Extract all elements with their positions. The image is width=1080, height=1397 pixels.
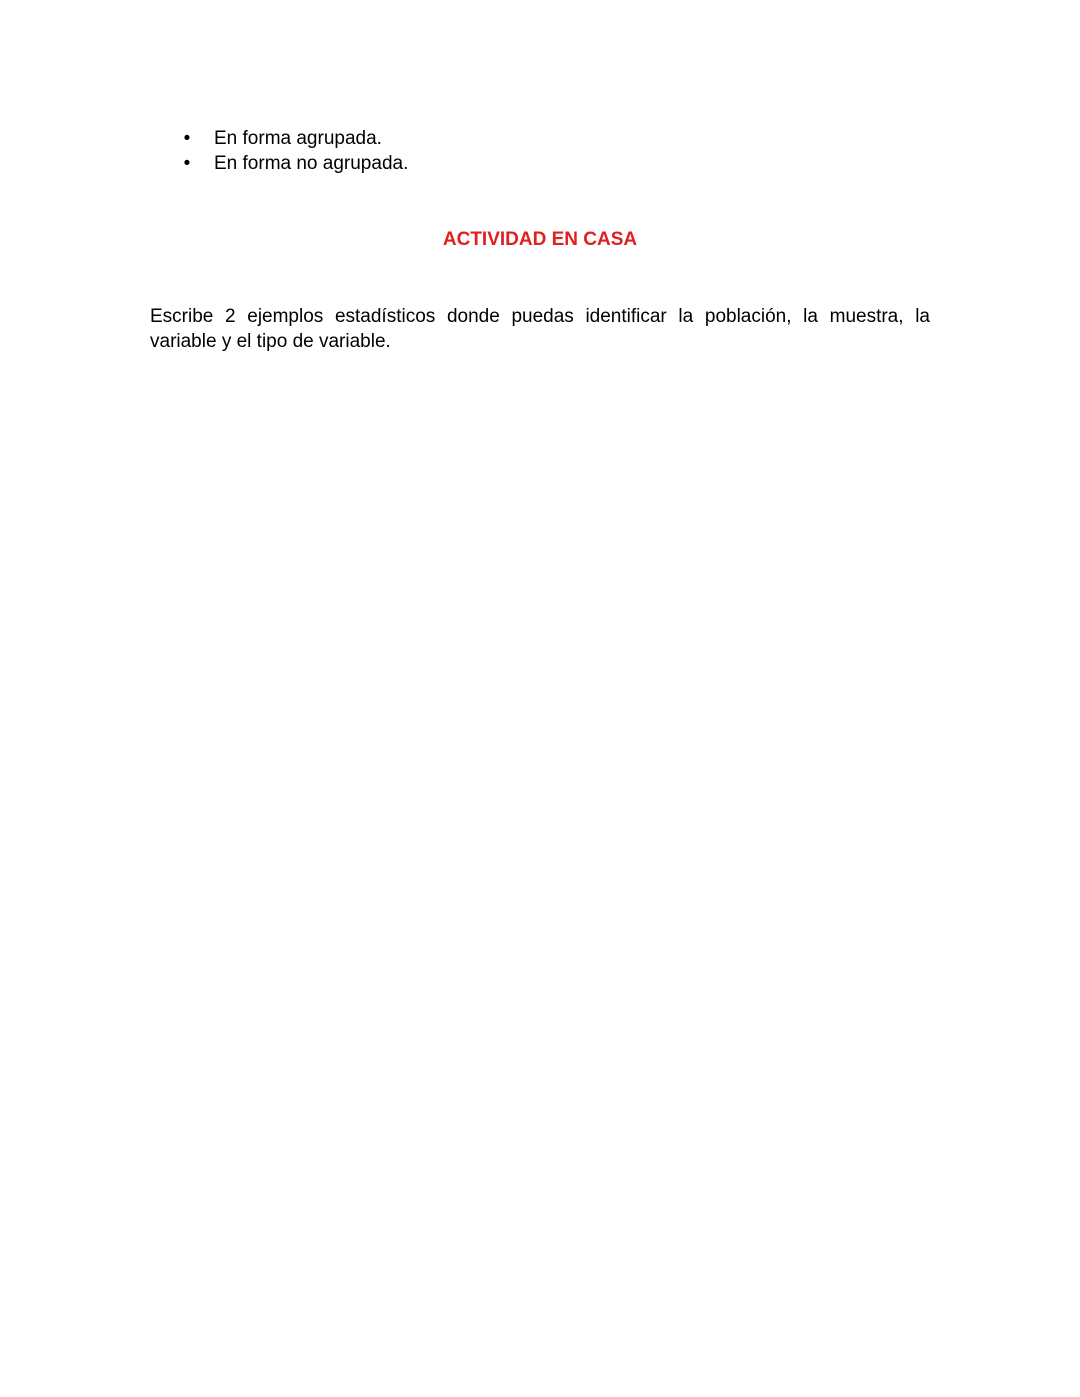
bullet-icon: •	[183, 153, 191, 174]
list-item-text: En forma no agrupada.	[214, 153, 409, 174]
list-item	[180, 126, 408, 151]
activity-heading: ACTIVIDAD EN CASA	[442, 229, 638, 250]
bullet-icon: •	[183, 128, 191, 149]
instruction-paragraph: Escribe 2 ejemplos estadísticos donde puedas identificar la población, la muestra, la variable y el tipo de variable.	[150, 306, 930, 352]
list-item	[180, 151, 408, 176]
bullet-list	[180, 126, 408, 176]
list-item-text: En forma agrupada.	[214, 128, 382, 149]
